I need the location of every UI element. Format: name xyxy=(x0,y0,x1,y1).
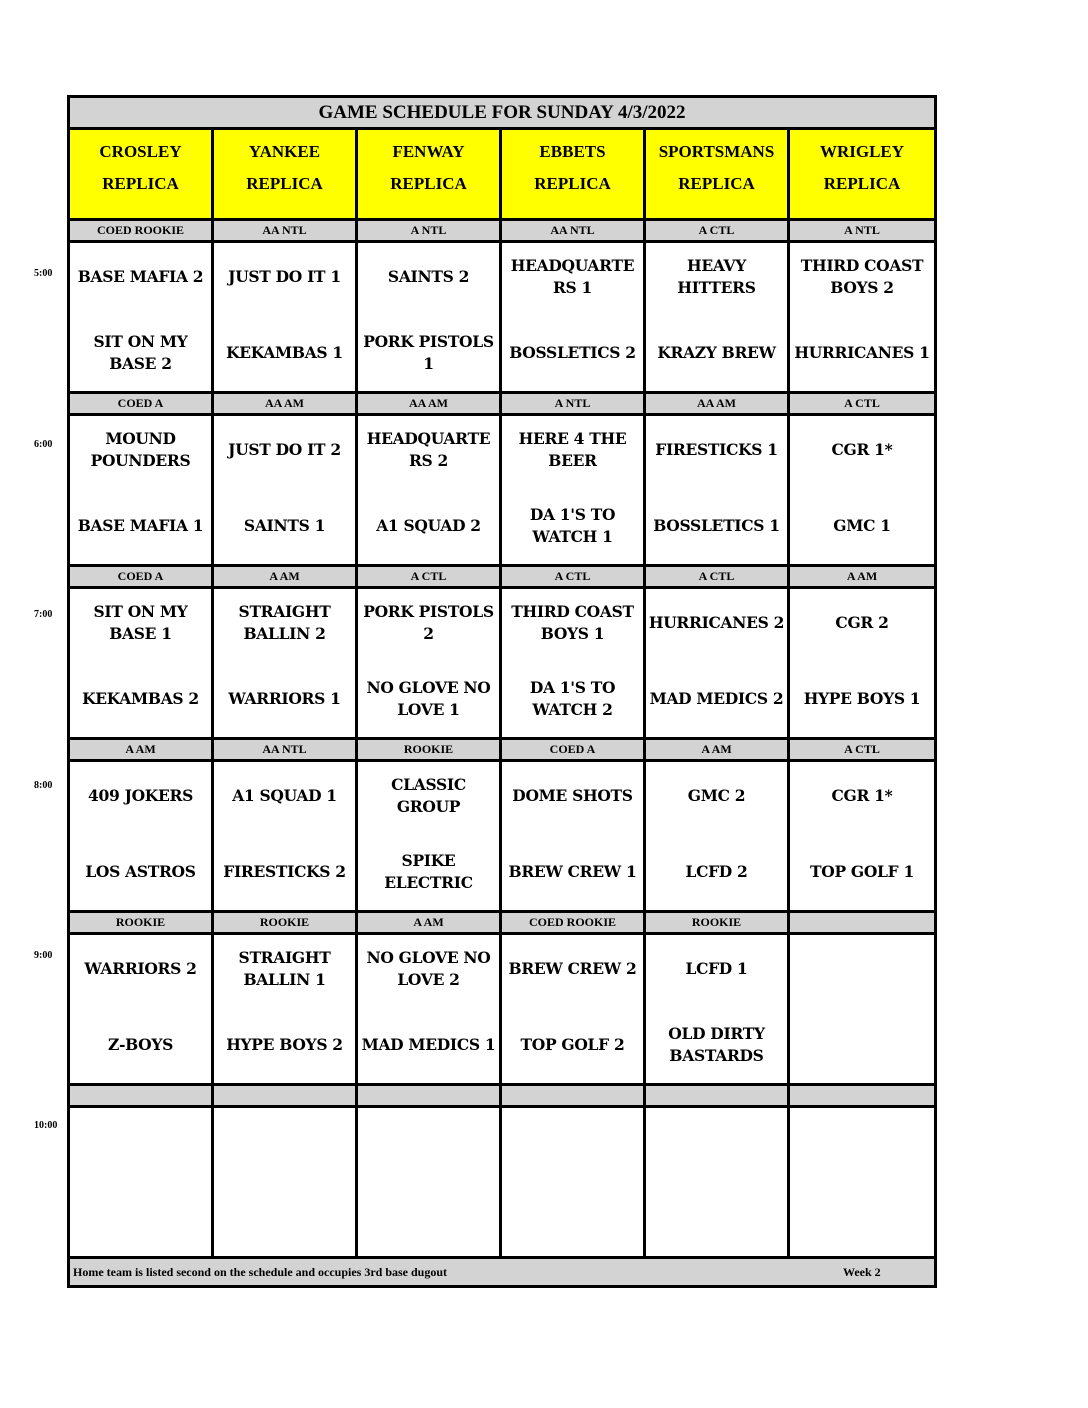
away-team xyxy=(792,945,932,993)
away-team: PORK PISTOLS 2 xyxy=(363,602,494,643)
time-label-9: 9:00 xyxy=(34,950,53,961)
home-team: MAD MEDICS 1 xyxy=(361,1035,496,1054)
game-cell xyxy=(646,1108,790,1256)
division-label: AA AM xyxy=(358,394,502,413)
time-label-6: 6:00 xyxy=(34,439,53,450)
away-team: JUST DO IT 1 xyxy=(228,267,341,286)
division-label: ROOKIE xyxy=(646,913,790,932)
division-label: AA AM xyxy=(646,394,790,413)
home-team: TOP GOLF 2 xyxy=(520,1035,625,1054)
division-label: COED A xyxy=(70,394,214,413)
venue-sub: REPLICA xyxy=(390,174,467,193)
division-label: AA AM xyxy=(214,394,358,413)
game-cell xyxy=(790,935,934,1083)
away-team xyxy=(360,1118,497,1166)
game-cell xyxy=(502,243,646,391)
division-row xyxy=(70,567,934,589)
home-team: BREW CREW 1 xyxy=(508,862,637,881)
home-team: HYPE BOYS 1 xyxy=(803,689,921,708)
home-team: KRAZY BREW xyxy=(657,343,776,362)
game-cell xyxy=(70,935,214,1083)
away-team: FIRESTICKS 1 xyxy=(655,440,778,459)
home-team: DA 1'S TO WATCH 2 xyxy=(529,678,616,719)
away-team: THIRD COAST BOYS 1 xyxy=(511,602,634,643)
home-team: KEKAMBAS 2 xyxy=(82,689,199,708)
away-team: GMC 2 xyxy=(687,786,746,805)
time-label-7: 7:00 xyxy=(34,609,53,620)
venue-header-row xyxy=(70,130,934,221)
away-team: CLASSIC GROUP xyxy=(391,775,466,816)
game-cell xyxy=(214,243,358,391)
schedule-table xyxy=(67,95,937,1288)
division-label: A AM xyxy=(790,567,934,586)
away-team: BASE MAFIA 2 xyxy=(77,267,204,286)
away-team: NO GLOVE NO LOVE 2 xyxy=(366,948,491,989)
division-label: A CTL xyxy=(790,740,934,759)
division-label: A NTL xyxy=(790,221,934,240)
game-cell xyxy=(214,762,358,910)
venue-name: SPORTSMANS xyxy=(658,142,775,161)
game-cell xyxy=(358,935,502,1083)
away-team: LCFD 1 xyxy=(685,959,748,978)
division-label: COED A xyxy=(70,567,214,586)
venue-sub: REPLICA xyxy=(102,174,179,193)
game-row xyxy=(70,243,934,394)
home-team: LOS ASTROS xyxy=(85,862,196,881)
home-team xyxy=(504,1194,641,1242)
home-team: SIT ON MY BASE 2 xyxy=(93,332,188,373)
division-label: A AM xyxy=(214,567,358,586)
home-team: LCFD 2 xyxy=(685,862,748,881)
away-team xyxy=(792,1118,932,1166)
division-label: A NTL xyxy=(358,221,502,240)
week-label: Week 2 xyxy=(843,1265,881,1279)
division-label: A CTL xyxy=(358,567,502,586)
division-label: AA NTL xyxy=(502,221,646,240)
home-team: FIRESTICKS 2 xyxy=(223,862,346,881)
game-cell xyxy=(214,935,358,1083)
venue-name: EBBETS xyxy=(539,142,606,161)
division-row xyxy=(70,221,934,243)
venue-header xyxy=(358,130,502,218)
game-cell xyxy=(502,935,646,1083)
game-cell xyxy=(70,1108,214,1256)
game-row xyxy=(70,589,934,740)
division-row xyxy=(70,740,934,762)
home-team: DA 1'S TO WATCH 1 xyxy=(529,505,616,546)
venue-header xyxy=(214,130,358,218)
away-team: JUST DO IT 2 xyxy=(228,440,341,459)
away-team: SAINTS 2 xyxy=(387,267,470,286)
division-row xyxy=(70,394,934,416)
home-team xyxy=(792,1021,932,1069)
home-team xyxy=(648,1194,785,1242)
division-label xyxy=(790,1086,934,1105)
division-label: AA NTL xyxy=(214,221,358,240)
game-cell xyxy=(790,762,934,910)
division-row xyxy=(70,1086,934,1108)
away-team: MOUND POUNDERS xyxy=(90,429,191,470)
division-label: COED A xyxy=(502,740,646,759)
venue-name: WRIGLEY xyxy=(819,142,905,161)
home-team: A1 SQUAD 2 xyxy=(376,516,481,535)
home-team: SAINTS 1 xyxy=(243,516,326,535)
division-label: COED ROOKIE xyxy=(502,913,646,932)
game-row xyxy=(70,416,934,567)
away-team: 409 JOKERS xyxy=(88,786,193,805)
game-cell xyxy=(358,243,502,391)
away-team xyxy=(648,1118,785,1166)
game-cell xyxy=(214,416,358,564)
game-cell xyxy=(358,1108,502,1256)
game-cell xyxy=(70,762,214,910)
game-cell xyxy=(358,589,502,737)
game-cell xyxy=(358,762,502,910)
home-team: TOP GOLF 1 xyxy=(810,862,914,881)
away-team: CGR 1* xyxy=(831,786,893,805)
game-row xyxy=(70,935,934,1086)
time-label-8: 8:00 xyxy=(34,780,53,791)
game-cell xyxy=(790,1108,934,1256)
schedule-footer xyxy=(70,1259,934,1285)
division-label: ROOKIE xyxy=(358,740,502,759)
away-team xyxy=(504,1118,641,1166)
division-label xyxy=(646,1086,790,1105)
division-label: A NTL xyxy=(502,394,646,413)
division-label xyxy=(502,1086,646,1105)
division-label: A CTL xyxy=(646,221,790,240)
game-cell xyxy=(70,243,214,391)
game-row xyxy=(70,1108,934,1259)
game-cell xyxy=(646,589,790,737)
away-team xyxy=(72,1118,209,1166)
game-cell xyxy=(646,416,790,564)
time-label-10: 10:00 xyxy=(34,1120,58,1131)
game-cell xyxy=(646,243,790,391)
division-label: ROOKIE xyxy=(214,913,358,932)
game-cell xyxy=(502,762,646,910)
venue-sub: REPLICA xyxy=(823,174,901,193)
away-team: STRAIGHT BALLIN 1 xyxy=(238,948,331,989)
away-team: DOME SHOTS xyxy=(512,786,633,805)
division-label xyxy=(790,913,934,932)
away-team: HURRICANES 2 xyxy=(648,613,785,632)
division-label xyxy=(70,1086,214,1105)
game-cell xyxy=(790,416,934,564)
game-cell xyxy=(214,1108,358,1256)
home-team: HYPE BOYS 2 xyxy=(226,1035,343,1054)
division-label xyxy=(214,1086,358,1105)
venue-header xyxy=(70,130,214,218)
game-cell xyxy=(358,416,502,564)
division-label: COED ROOKIE xyxy=(70,221,214,240)
away-team: HEADQUARTE RS 2 xyxy=(366,429,491,470)
game-cell xyxy=(502,589,646,737)
venue-name: CROSLEY xyxy=(99,142,182,161)
home-team: MAD MEDICS 2 xyxy=(649,689,784,708)
game-cell xyxy=(502,1108,646,1256)
division-label: AA NTL xyxy=(214,740,358,759)
home-team: PORK PISTOLS 1 xyxy=(363,332,494,373)
game-cell xyxy=(214,589,358,737)
away-team: CGR 2 xyxy=(835,613,889,632)
venue-header xyxy=(790,130,934,218)
home-team: KEKAMBAS 1 xyxy=(226,343,343,362)
away-team: WARRIORS 2 xyxy=(84,959,197,978)
home-team xyxy=(360,1194,497,1242)
away-team: STRAIGHT BALLIN 2 xyxy=(238,602,331,643)
home-team: Z-BOYS xyxy=(107,1035,174,1054)
home-team: BOSSLETICS 2 xyxy=(509,343,636,362)
division-label: A AM xyxy=(646,740,790,759)
game-cell xyxy=(790,243,934,391)
venue-header xyxy=(502,130,646,218)
venue-sub: REPLICA xyxy=(534,174,611,193)
division-label: A AM xyxy=(70,740,214,759)
away-team: THIRD COAST BOYS 2 xyxy=(800,256,924,297)
division-label: A AM xyxy=(358,913,502,932)
game-cell xyxy=(646,762,790,910)
away-team: HERE 4 THE BEER xyxy=(518,429,627,470)
time-label-5: 5:00 xyxy=(34,268,53,279)
away-team xyxy=(216,1118,353,1166)
game-row xyxy=(70,762,934,913)
venue-sub: REPLICA xyxy=(678,174,755,193)
home-team: BASE MAFIA 1 xyxy=(77,516,204,535)
game-cell xyxy=(646,935,790,1083)
away-team: SIT ON MY BASE 1 xyxy=(93,602,188,643)
division-row xyxy=(70,913,934,935)
home-team xyxy=(72,1194,209,1242)
venue-header xyxy=(646,130,790,218)
away-team: CGR 1* xyxy=(831,440,893,459)
away-team: HEAVY HITTERS xyxy=(677,256,756,297)
home-team: OLD DIRTY BASTARDS xyxy=(668,1024,765,1065)
home-team xyxy=(216,1194,353,1242)
venue-name: YANKEE xyxy=(248,142,321,161)
home-team: NO GLOVE NO LOVE 1 xyxy=(366,678,491,719)
home-team: SPIKE ELECTRIC xyxy=(384,851,473,892)
away-team: HEADQUARTE RS 1 xyxy=(510,256,635,297)
home-team: GMC 1 xyxy=(833,516,891,535)
game-cell xyxy=(70,589,214,737)
schedule-title: GAME SCHEDULE FOR SUNDAY 4/3/2022 xyxy=(70,98,934,130)
division-label: A CTL xyxy=(790,394,934,413)
away-team: BREW CREW 2 xyxy=(508,959,637,978)
division-label: A CTL xyxy=(646,567,790,586)
game-cell xyxy=(70,416,214,564)
game-cell xyxy=(502,416,646,564)
game-cell xyxy=(790,589,934,737)
home-team: BOSSLETICS 1 xyxy=(653,516,780,535)
division-label xyxy=(358,1086,502,1105)
home-team: WARRIORS 1 xyxy=(228,689,341,708)
home-team xyxy=(792,1194,932,1242)
away-team: A1 SQUAD 1 xyxy=(232,786,337,805)
venue-sub: REPLICA xyxy=(246,174,323,193)
division-label: ROOKIE xyxy=(70,913,214,932)
home-team-note: Home team is listed second on the schedule and occupies 3rd base dugout xyxy=(73,1265,448,1279)
division-label: A CTL xyxy=(502,567,646,586)
venue-name: FENWAY xyxy=(392,142,465,161)
home-team: HURRICANES 1 xyxy=(794,343,930,362)
